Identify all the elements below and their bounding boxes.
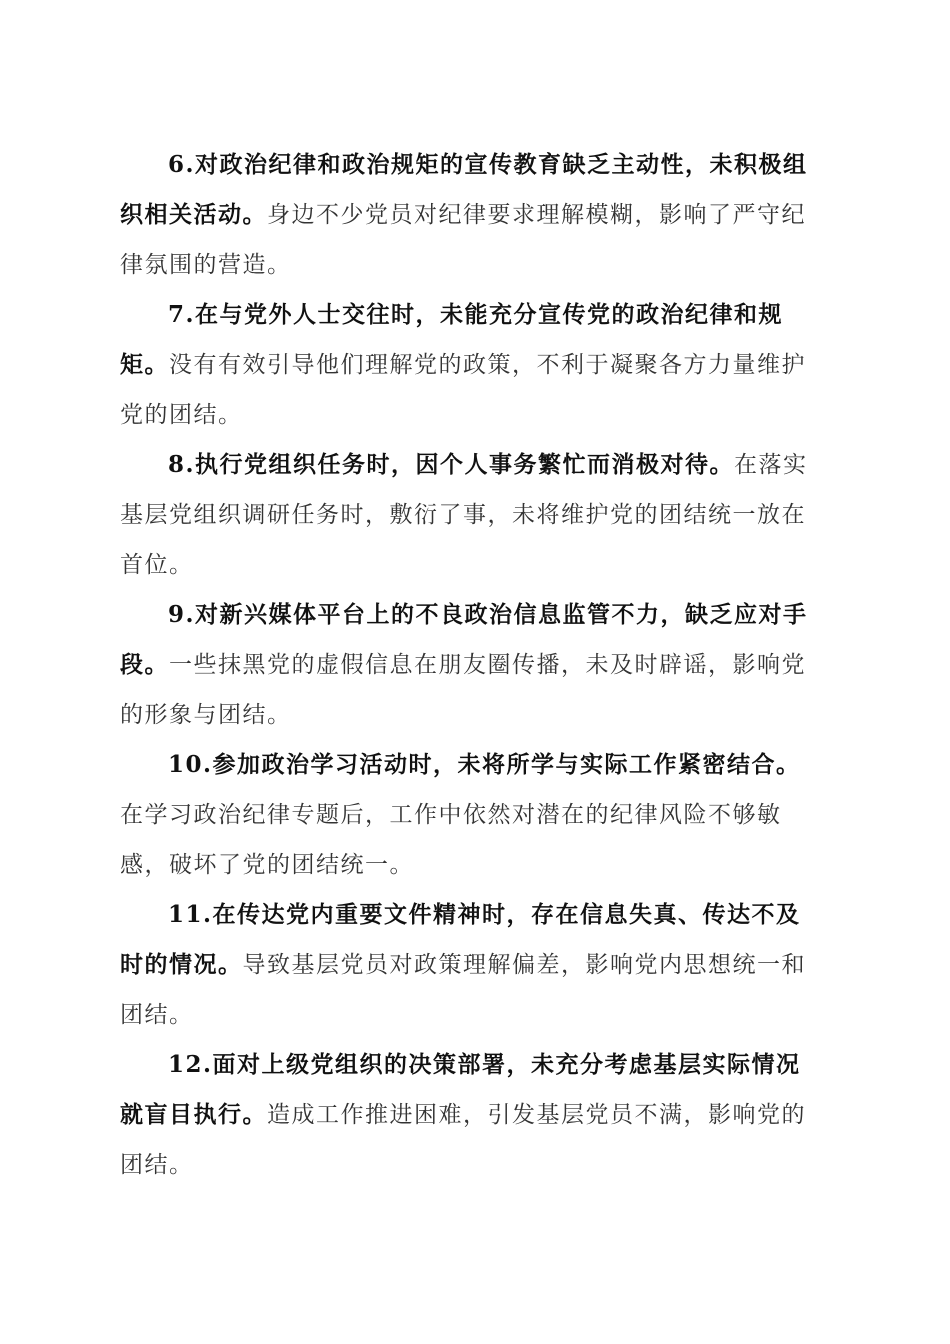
list-item: [120, 290, 820, 440]
item-text: 没有有效引导他们理解党的政策，不利于凝聚各方力量维护党的团结。: [120, 352, 806, 428]
list-item: [120, 740, 820, 890]
item-text: 造成工作推进困难，引发基层党员不满，影响党的团结。: [120, 1102, 806, 1178]
item-text: 在落实基层党组织调研任务时，敷衍了事，未将维护党的团结统一放在首位。: [120, 452, 808, 578]
item-heading: 11.在传达党内重要文件精神时，存在信息失真、传达不及时的情况。: [120, 901, 801, 978]
list-item: [120, 1040, 820, 1190]
list-item: [120, 140, 820, 290]
list-item: [120, 440, 820, 590]
item-text: 身边不少党员对纪律要求理解模糊，影响了严守纪律氛围的营造。: [120, 202, 806, 278]
item-heading: 10.参加政治学习活动时，未将所学与实际工作紧密结合。: [168, 751, 801, 778]
document-body: [120, 140, 820, 1190]
item-heading: 6.对政治纪律和政治规矩的宣传教育缺乏主动性，未积极组织相关活动。: [120, 151, 808, 228]
item-heading: 7.在与党外人士交往时，未能充分宣传党的政治纪律和规矩。: [120, 301, 784, 378]
item-heading: 12.面对上级党组织的决策部署，未充分考虑基层实际情况就盲目执行。: [120, 1051, 801, 1128]
item-heading: 9.对新兴媒体平台上的不良政治信息监管不力，缺乏应对手段。: [120, 601, 808, 678]
item-text: 在学习政治纪律专题后，工作中依然对潜在的纪律风险不够敏感，破坏了党的团结统一。: [120, 802, 782, 878]
list-item: [120, 590, 820, 740]
item-text: 导致基层党员对政策理解偏差，影响党内思想统一和团结。: [120, 952, 806, 1028]
list-item: [120, 890, 820, 1040]
item-heading: 8.执行党组织任务时，因个人事务繁忙而消极对待。: [168, 451, 735, 478]
item-text: 一些抹黑党的虚假信息在朋友圈传播，未及时辟谣，影响党的形象与团结。: [120, 652, 806, 728]
